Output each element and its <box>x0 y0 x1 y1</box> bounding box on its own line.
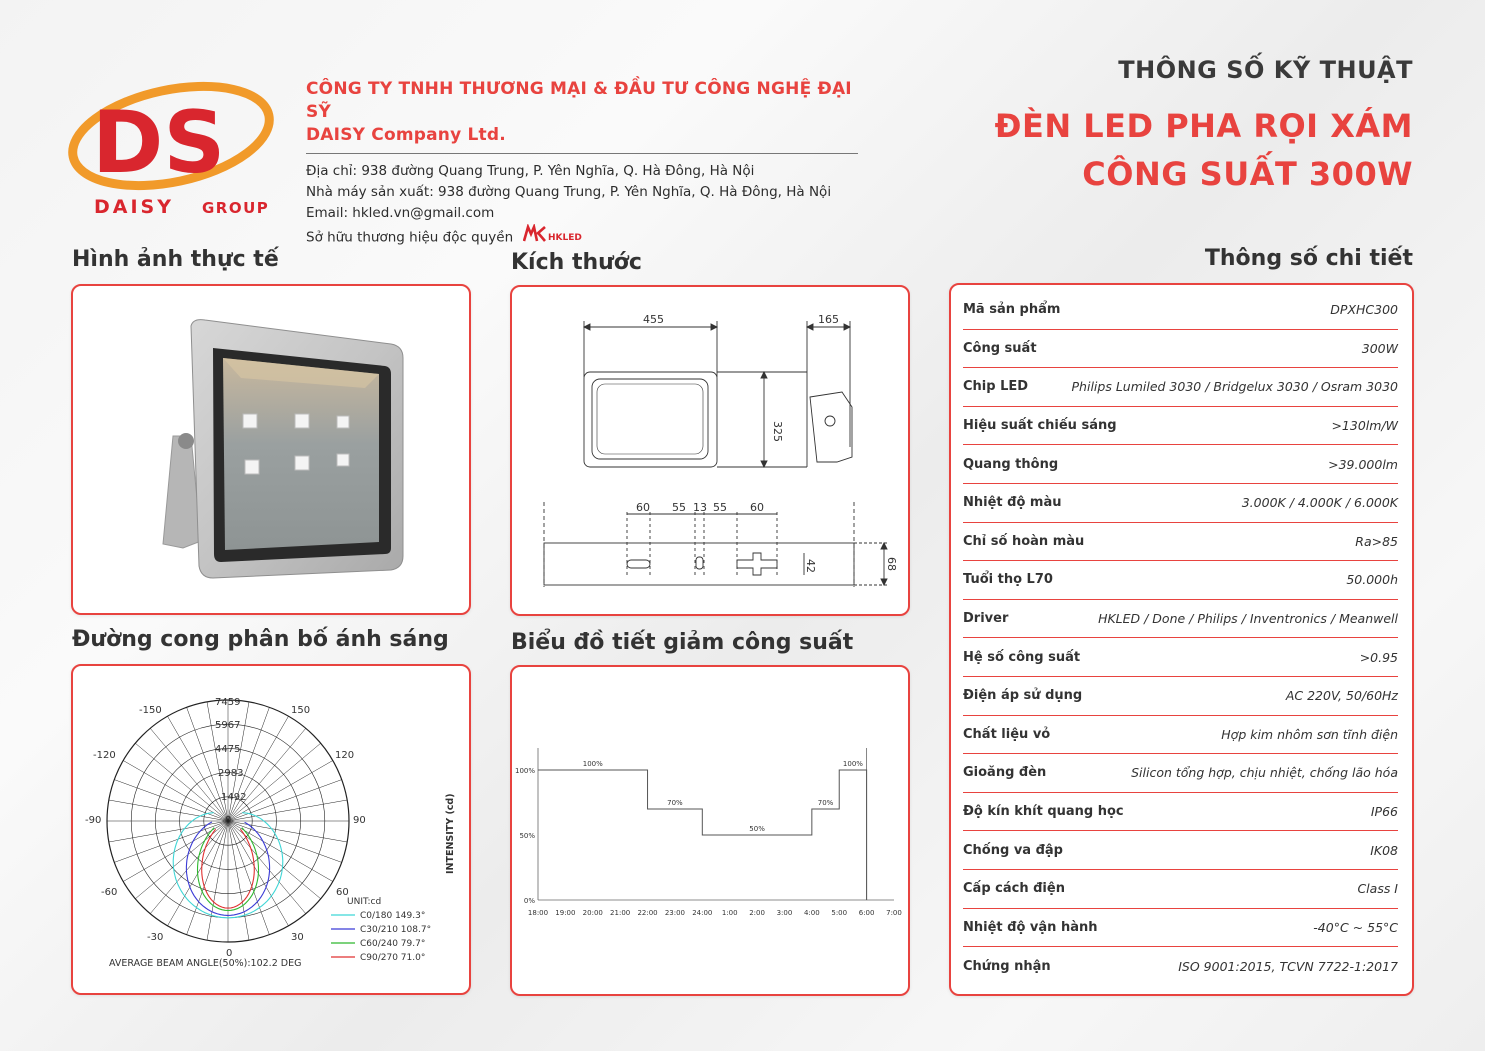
spec-value: ISO 9001:2015, TCVN 7722-1:2017 <box>1178 958 1398 974</box>
spec-row <box>963 523 1398 562</box>
spec-row <box>963 677 1398 716</box>
spec-label: Công suất <box>963 340 1037 356</box>
spec-label: Driver <box>963 611 1009 627</box>
svg-text:DS: DS <box>92 93 226 193</box>
polar-unit: UNIT:cd <box>347 897 382 907</box>
spec-label: Chip LED <box>963 379 1029 395</box>
section-title-photo: Hình ảnh thực tế <box>72 247 279 272</box>
divider <box>306 153 858 154</box>
spec-value: 50.000h <box>1346 572 1398 588</box>
product-title-line1: ĐÈN LED PHA RỌI XÁM <box>994 107 1413 145</box>
legend-label-c60: C60/240 79.7° <box>360 939 426 949</box>
company-address: Địa chỉ: 938 đường Quang Trung, P. Yên Nghĩa, Q. Hà Đông, Hà Nội <box>306 163 755 179</box>
spec-value: HKLED / Done / Philips / Inventronics / Meanwell <box>1098 611 1398 627</box>
doc-subtitle: THÔNG SỐ KỸ THUẬT <box>1118 56 1413 84</box>
x-tick-label: 22:00 <box>637 909 658 917</box>
document-header <box>995 56 1413 198</box>
spec-row <box>963 947 1398 986</box>
section-title-dimensions: Kích thước <box>511 250 642 275</box>
polar-angle-label: 90 <box>353 815 366 826</box>
spec-value: 3.000K / 4.000K / 6.000K <box>1241 495 1398 511</box>
x-tick-label: 21:00 <box>610 909 631 917</box>
spec-row <box>963 330 1398 369</box>
spec-label: Độ kín khít quang học <box>963 804 1124 820</box>
spec-label: Nhiệt độ vận hành <box>963 919 1098 935</box>
logo-group-text: GROUP <box>202 199 270 217</box>
segment-label: 70% <box>667 799 683 807</box>
polar-angle-label: 30 <box>291 932 304 943</box>
spec-row <box>963 484 1398 523</box>
spec-value: DPXHC300 <box>1330 302 1398 318</box>
spec-value: Philips Lumiled 3030 / Bridgelux 3030 / Osram 3030 <box>1071 379 1398 395</box>
spec-value: Silicon tổng hợp, chịu nhiệt, chống lão hóa <box>1131 765 1398 781</box>
polar-angle-label: -120 <box>93 750 116 761</box>
y-tick-label: 100% <box>514 767 535 775</box>
spec-row <box>963 368 1398 407</box>
spec-value: >130lm/W <box>1331 418 1398 434</box>
polar-intensity-label: 5967 <box>215 720 241 731</box>
spec-value: >39.000lm <box>1328 456 1398 472</box>
dim-height-label: 325 <box>771 421 784 442</box>
spec-value: 300W <box>1361 340 1398 356</box>
spec-row <box>963 831 1398 870</box>
spec-value: -40°C ~ 55°C <box>1313 919 1398 935</box>
spec-label: Chỉ số hoàn màu <box>963 533 1085 549</box>
spec-label: Quang thông <box>963 456 1059 472</box>
polar-chart <box>73 666 469 993</box>
polar-intensity-label: 0 <box>225 815 232 826</box>
dim-width-label: 455 <box>643 313 664 326</box>
spec-row <box>963 754 1398 793</box>
polar-angle-label: -150 <box>139 705 162 716</box>
spec-row <box>963 561 1398 600</box>
spec-value: IP66 <box>1370 804 1398 820</box>
polar-angle-label: 0 <box>226 948 233 959</box>
section-title-dimming: Biểu đồ tiết giảm công suất <box>511 630 854 655</box>
dim-slot-height: 42 <box>804 559 817 573</box>
x-tick-label: 1:00 <box>721 909 738 917</box>
spec-row <box>963 600 1398 639</box>
company-name-en: DAISY Company Ltd. <box>306 125 506 145</box>
dim-spacing-1: 60 <box>636 501 650 514</box>
product-photo-panel <box>71 284 471 615</box>
section-title-light-curve: Đường cong phân bố ánh sáng <box>72 627 449 652</box>
dimming-chart <box>512 667 908 994</box>
segment-label: 100% <box>842 760 863 768</box>
x-tick-label: 3:00 <box>776 909 793 917</box>
spec-value: AC 220V, 50/60Hz <box>1285 688 1398 704</box>
x-tick-label: 24:00 <box>692 909 713 917</box>
legend-label-c90: C90/270 71.0° <box>360 953 426 963</box>
x-tick-label: 20:00 <box>582 909 603 917</box>
spec-label: Tuổi thọ L70 <box>963 572 1053 588</box>
spec-label: Mã sản phẩm <box>963 302 1061 318</box>
dim-spacing-5: 60 <box>750 501 764 514</box>
spec-row <box>963 638 1398 677</box>
segment-label: 50% <box>749 825 765 833</box>
light-distribution-panel <box>71 664 471 995</box>
dimming-chart-panel <box>510 665 910 996</box>
hkled-logo-icon <box>523 224 585 251</box>
dim-bracket-height: 68 <box>885 557 898 571</box>
x-tick-label: 2:00 <box>749 909 765 917</box>
spec-row <box>963 909 1398 948</box>
spec-label: Gioăng đèn <box>963 765 1047 781</box>
polar-angle-label: 60 <box>336 887 349 898</box>
dimension-drawing <box>512 287 908 614</box>
dim-spacing-3: 13 <box>693 501 707 514</box>
x-tick-label: 23:00 <box>664 909 686 917</box>
x-tick-label: 18:00 <box>527 909 549 917</box>
spec-value: Hợp kim nhôm sơn tĩnh điện <box>1221 726 1398 742</box>
brand-owner-line <box>306 224 858 251</box>
spec-value: >0.95 <box>1359 649 1398 665</box>
spec-label: Nhiệt độ màu <box>963 495 1062 511</box>
spec-label: Hệ số công suất <box>963 649 1081 665</box>
polar-angle-label: 150 <box>291 705 311 716</box>
spec-label: Chống va đập <box>963 842 1063 858</box>
polar-angle-label: -90 <box>85 815 102 826</box>
polar-intensity-label: 4475 <box>215 744 241 755</box>
spec-row <box>963 870 1398 909</box>
x-tick-label: 4:00 <box>803 909 820 917</box>
spec-row <box>963 793 1398 832</box>
spec-row <box>963 445 1398 484</box>
legend-label-c0: C0/180 149.3° <box>360 911 426 921</box>
company-email: Email: hkled.vn@gmail.com <box>306 205 495 221</box>
spec-value: Ra>85 <box>1355 533 1398 549</box>
spec-value: IK08 <box>1370 842 1398 858</box>
dimming-step-line <box>538 770 867 900</box>
section-title-specs: Thông số chi tiết <box>1204 246 1413 271</box>
x-tick-label: 7:00 <box>886 909 902 917</box>
company-logo <box>66 72 286 222</box>
spec-label: Hiệu suất chiếu sáng <box>963 418 1117 434</box>
company-info <box>306 78 858 251</box>
polar-angle-label: 120 <box>335 750 355 761</box>
dim-spacing-4: 55 <box>713 501 727 514</box>
logo-brand-text: DAISY <box>94 196 174 218</box>
segment-label: 100% <box>582 760 603 768</box>
floodlight-image <box>73 286 469 613</box>
spec-row <box>963 291 1398 330</box>
polar-footer: AVERAGE BEAM ANGLE(50%):102.2 DEG <box>109 958 302 969</box>
polar-intensity-label: 7459 <box>215 697 241 708</box>
dim-spacing-2: 55 <box>672 501 686 514</box>
spec-label: Điện áp sử dụng <box>963 688 1083 704</box>
spec-label: Chất liệu vỏ <box>963 726 1051 742</box>
dimension-drawing-panel <box>510 285 910 616</box>
x-tick-label: 19:00 <box>555 909 576 917</box>
segment-label: 70% <box>817 799 834 807</box>
y-tick-label: 50% <box>519 832 535 840</box>
x-tick-label: 5:00 <box>831 909 848 917</box>
polar-intensity-label: 1492 <box>221 792 247 803</box>
x-tick-label: 6:00 <box>858 909 875 917</box>
svg-text:HKLED: HKLED <box>548 233 583 243</box>
y-tick-label: 0% <box>523 897 535 905</box>
spec-label: Cấp cách điện <box>963 881 1065 897</box>
polar-angle-label: -30 <box>147 932 164 943</box>
legend-label-c30: C30/210 108.7° <box>360 925 432 935</box>
polar-axis-title: INTENSITY (cd) <box>445 793 456 874</box>
dim-depth-label: 165 <box>818 313 839 326</box>
polar-intensity-label: 2983 <box>218 768 244 779</box>
spec-table-panel <box>949 283 1414 996</box>
spec-label: Chứng nhận <box>963 958 1051 974</box>
company-name-vi: CÔNG TY TNHH THƯƠNG MẠI & ĐẦU TƯ CÔNG NGHỆ ĐẠI SỸ <box>306 79 852 122</box>
spec-value: Class I <box>1357 881 1398 897</box>
company-factory: Nhà máy sản xuất: 938 đường Quang Trung, P. Yên Nghĩa, Q. Hà Đông, Hà Nội <box>306 184 832 200</box>
spec-row <box>963 407 1398 446</box>
polar-angle-label: -60 <box>101 887 118 898</box>
spec-row <box>963 716 1398 755</box>
product-title-line2: CÔNG SUẤT 300W <box>1082 155 1413 193</box>
brand-owner-text: Sở hữu thương hiệu độc quyền <box>306 229 514 246</box>
